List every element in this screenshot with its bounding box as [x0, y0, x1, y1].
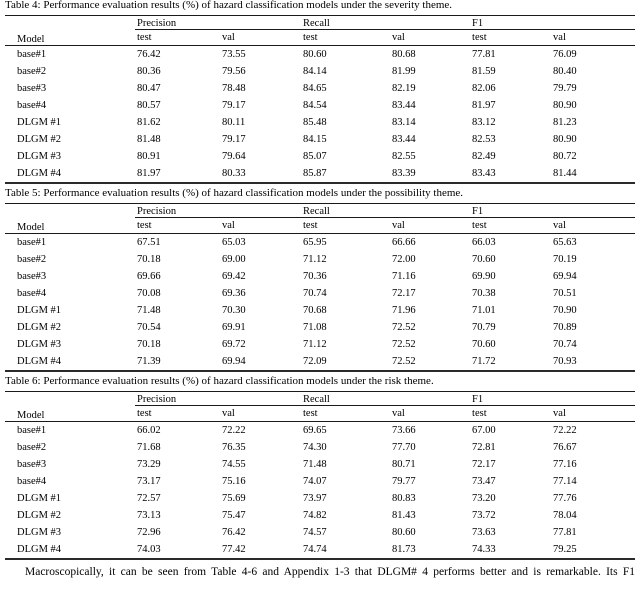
model-cell: base#4: [17, 476, 47, 487]
value-cell: 80.60: [303, 49, 327, 60]
model-cell: DLGM #4: [17, 356, 62, 367]
value-cell: 69.94: [222, 356, 246, 367]
model-cell: DLGM #3: [17, 339, 62, 350]
value-cell: 76.09: [553, 49, 577, 60]
table-row: [5, 353, 635, 371]
table-row: [5, 473, 635, 490]
value-cell: 72.09: [303, 356, 327, 367]
value-cell: 77.70: [392, 442, 416, 453]
value-cell: 84.65: [303, 83, 327, 94]
table-row: [5, 63, 635, 80]
value-cell: 71.16: [392, 271, 416, 282]
value-cell: 71.12: [303, 339, 327, 350]
value-cell: 79.64: [222, 151, 246, 162]
value-cell: 72.22: [553, 425, 577, 436]
model-cell: base#1: [17, 425, 47, 436]
value-cell: 75.16: [222, 476, 246, 487]
value-cell: 69.00: [222, 254, 246, 265]
group-header-row: [5, 392, 635, 406]
value-cell: 70.74: [553, 339, 577, 350]
col-header-val: val: [220, 30, 301, 46]
model-cell: base#2: [17, 254, 47, 265]
value-cell: 71.48: [303, 459, 327, 470]
value-cell: 83.12: [472, 117, 496, 128]
value-cell: 73.97: [303, 493, 327, 504]
value-cell: 74.07: [303, 476, 327, 487]
value-cell: 77.76: [553, 493, 577, 504]
value-cell: 71.12: [303, 254, 327, 265]
value-cell: 65.03: [222, 237, 246, 248]
value-cell: 70.54: [137, 322, 161, 333]
table-row: [5, 541, 635, 559]
value-cell: 77.14: [553, 476, 577, 487]
value-cell: 81.97: [472, 100, 496, 111]
value-cell: 72.17: [472, 459, 496, 470]
value-cell: 71.72: [472, 356, 496, 367]
value-cell: 77.81: [472, 49, 496, 60]
table-5: [5, 203, 635, 372]
model-cell: base#3: [17, 459, 47, 470]
value-cell: 69.72: [222, 339, 246, 350]
col-header-test: test: [301, 218, 390, 234]
col-header-val: val: [551, 30, 635, 46]
model-cell: base#2: [17, 442, 47, 453]
col-header-val: val: [551, 406, 635, 422]
value-cell: 72.81: [472, 442, 496, 453]
table-4-caption: Table 4: Performance evaluation results (%) of hazard classification models under the severity theme.: [5, 0, 453, 11]
value-cell: 72.57: [137, 493, 161, 504]
value-cell: 75.47: [222, 510, 246, 521]
value-cell: 82.53: [472, 134, 496, 145]
value-cell: 80.57: [137, 100, 161, 111]
value-cell: 73.13: [137, 510, 161, 521]
value-cell: 70.93: [553, 356, 577, 367]
table-6-section: [5, 375, 635, 560]
value-cell: 81.43: [392, 510, 416, 521]
value-cell: 85.07: [303, 151, 327, 162]
value-cell: 83.44: [392, 100, 416, 111]
value-cell: 71.01: [472, 305, 496, 316]
model-cell: DLGM #1: [17, 305, 62, 316]
value-cell: 79.17: [222, 134, 246, 145]
value-cell: 77.16: [553, 459, 577, 470]
model-cell: base#3: [17, 271, 47, 282]
table-row: [5, 80, 635, 97]
value-cell: 72.52: [392, 339, 416, 350]
value-cell: 80.91: [137, 151, 161, 162]
value-cell: 83.14: [392, 117, 416, 128]
table-row: [5, 319, 635, 336]
value-cell: 78.04: [553, 510, 577, 521]
value-cell: 75.69: [222, 493, 246, 504]
col-header-test: test: [301, 30, 390, 46]
model-cell: DLGM #1: [17, 493, 62, 504]
value-cell: 73.72: [472, 510, 496, 521]
value-cell: 70.60: [472, 339, 496, 350]
col-header-test: test: [135, 406, 220, 422]
model-cell: DLGM #2: [17, 322, 62, 333]
value-cell: 80.40: [553, 66, 577, 77]
value-cell: 84.15: [303, 134, 327, 145]
table-row: [5, 148, 635, 165]
value-cell: 81.23: [553, 117, 577, 128]
value-cell: 83.39: [392, 168, 416, 179]
col-group-f1: F1: [470, 204, 635, 218]
table-row: [5, 439, 635, 456]
value-cell: 70.18: [137, 339, 161, 350]
model-cell: base#1: [17, 237, 47, 248]
value-cell: 66.03: [472, 237, 496, 248]
col-group-recall: Recall: [301, 16, 470, 30]
table-row: [5, 251, 635, 268]
value-cell: 82.19: [392, 83, 416, 94]
value-cell: 69.65: [303, 425, 327, 436]
value-cell: 73.20: [472, 493, 496, 504]
table-6-caption: Table 6: Performance evaluation results (%) of hazard classification models under the risk theme.: [5, 375, 434, 387]
value-cell: 70.38: [472, 288, 496, 299]
value-cell: 74.57: [303, 527, 327, 538]
value-cell: 76.42: [222, 527, 246, 538]
model-cell: base#4: [17, 100, 47, 111]
model-cell: base#4: [17, 288, 47, 299]
value-cell: 79.25: [553, 544, 577, 555]
value-cell: 70.74: [303, 288, 327, 299]
table-row: [5, 507, 635, 524]
col-header-test: test: [135, 218, 220, 234]
value-cell: 85.87: [303, 168, 327, 179]
model-cell: DLGM #1: [17, 117, 62, 128]
table-4-section: [5, 0, 635, 184]
value-cell: 80.60: [392, 527, 416, 538]
table-row: [5, 285, 635, 302]
table-row: [5, 490, 635, 507]
value-cell: 70.08: [137, 288, 161, 299]
value-cell: 81.73: [392, 544, 416, 555]
model-cell: base#2: [17, 66, 47, 77]
value-cell: 72.52: [392, 356, 416, 367]
value-cell: 73.47: [472, 476, 496, 487]
table-6: [5, 391, 635, 560]
value-cell: 74.30: [303, 442, 327, 453]
value-cell: 81.44: [553, 168, 577, 179]
value-cell: 74.03: [137, 544, 161, 555]
value-cell: 71.48: [137, 305, 161, 316]
value-cell: 79.17: [222, 100, 246, 111]
value-cell: 70.51: [553, 288, 577, 299]
col-group-precision: Precision: [135, 16, 301, 30]
col-header-model: Model: [5, 204, 135, 234]
table-row: [5, 114, 635, 131]
value-cell: 80.72: [553, 151, 577, 162]
value-cell: 82.55: [392, 151, 416, 162]
value-cell: 67.00: [472, 425, 496, 436]
value-cell: 77.81: [553, 527, 577, 538]
value-cell: 67.51: [137, 237, 161, 248]
col-header-model: Model: [5, 16, 135, 46]
value-cell: 80.36: [137, 66, 161, 77]
model-cell: base#3: [17, 83, 47, 94]
col-header-test: test: [135, 30, 220, 46]
col-header-test: test: [470, 406, 551, 422]
value-cell: 80.83: [392, 493, 416, 504]
value-cell: 83.44: [392, 134, 416, 145]
value-cell: 72.00: [392, 254, 416, 265]
table-4: [5, 15, 635, 184]
value-cell: 80.90: [553, 134, 577, 145]
value-cell: 66.66: [392, 237, 416, 248]
value-cell: 82.49: [472, 151, 496, 162]
model-cell: DLGM #2: [17, 510, 62, 521]
value-cell: 80.90: [553, 100, 577, 111]
value-cell: 84.14: [303, 66, 327, 77]
value-cell: 85.48: [303, 117, 327, 128]
value-cell: 73.29: [137, 459, 161, 470]
value-cell: 79.79: [553, 83, 577, 94]
value-cell: 78.48: [222, 83, 246, 94]
value-cell: 70.68: [303, 305, 327, 316]
table-row: [5, 456, 635, 473]
table-row: [5, 422, 635, 440]
table-row: [5, 524, 635, 541]
value-cell: 70.60: [472, 254, 496, 265]
col-header-val: val: [551, 218, 635, 234]
value-cell: 70.79: [472, 322, 496, 333]
col-group-f1: F1: [470, 392, 635, 406]
group-header-row: [5, 16, 635, 30]
table-5-caption: Table 5: Performance evaluation results (%) of hazard classification models under the possibility theme.: [5, 187, 464, 199]
col-header-test: test: [301, 406, 390, 422]
col-group-precision: Precision: [135, 204, 301, 218]
value-cell: 69.42: [222, 271, 246, 282]
value-cell: 80.11: [222, 117, 246, 128]
value-cell: 70.36: [303, 271, 327, 282]
col-header-test: test: [470, 30, 551, 46]
col-header-val: val: [390, 218, 470, 234]
model-cell: DLGM #3: [17, 151, 62, 162]
model-cell: DLGM #4: [17, 168, 62, 179]
value-cell: 70.90: [553, 305, 577, 316]
value-cell: 70.89: [553, 322, 577, 333]
table-5-section: [5, 187, 635, 372]
col-header-val: val: [220, 218, 301, 234]
value-cell: 65.95: [303, 237, 327, 248]
value-cell: 80.33: [222, 168, 246, 179]
value-cell: 77.42: [222, 544, 246, 555]
value-cell: 69.66: [137, 271, 161, 282]
table-row: [5, 268, 635, 285]
value-cell: 66.02: [137, 425, 161, 436]
value-cell: 74.55: [222, 459, 246, 470]
value-cell: 76.35: [222, 442, 246, 453]
value-cell: 72.22: [222, 425, 246, 436]
value-cell: 72.17: [392, 288, 416, 299]
value-cell: 81.62: [137, 117, 161, 128]
value-cell: 73.63: [472, 527, 496, 538]
table-row: [5, 165, 635, 183]
value-cell: 84.54: [303, 100, 327, 111]
col-header-val: val: [220, 406, 301, 422]
value-cell: 74.33: [472, 544, 496, 555]
value-cell: 81.48: [137, 134, 161, 145]
group-header-row: [5, 204, 635, 218]
value-cell: 72.52: [392, 322, 416, 333]
value-cell: 76.67: [553, 442, 577, 453]
value-cell: 73.17: [137, 476, 161, 487]
col-header-val: val: [390, 406, 470, 422]
table-row: [5, 46, 635, 64]
value-cell: 80.47: [137, 83, 161, 94]
col-group-precision: Precision: [135, 392, 301, 406]
value-cell: 79.77: [392, 476, 416, 487]
value-cell: 69.90: [472, 271, 496, 282]
table-row: [5, 234, 635, 252]
value-cell: 80.71: [392, 459, 416, 470]
value-cell: 65.63: [553, 237, 577, 248]
model-cell: DLGM #2: [17, 134, 62, 145]
value-cell: 82.06: [472, 83, 496, 94]
model-cell: DLGM #3: [17, 527, 62, 538]
body-paragraph: Macroscopically, it can be seen from Table 4-6 and Appendix 1-3 that DLGM# 4 performs better and is remarkable. Its F1: [25, 566, 635, 578]
value-cell: 73.66: [392, 425, 416, 436]
value-cell: 71.68: [137, 442, 161, 453]
value-cell: 71.39: [137, 356, 161, 367]
value-cell: 81.59: [472, 66, 496, 77]
value-cell: 70.18: [137, 254, 161, 265]
table-row: [5, 97, 635, 114]
value-cell: 70.19: [553, 254, 577, 265]
col-group-recall: Recall: [301, 204, 470, 218]
value-cell: 76.42: [137, 49, 161, 60]
table-row: [5, 302, 635, 319]
col-header-model: Model: [5, 392, 135, 422]
col-header-test: test: [470, 218, 551, 234]
value-cell: 72.96: [137, 527, 161, 538]
value-cell: 73.55: [222, 49, 246, 60]
value-cell: 71.08: [303, 322, 327, 333]
model-cell: base#1: [17, 49, 47, 60]
value-cell: 80.68: [392, 49, 416, 60]
col-header-val: val: [390, 30, 470, 46]
value-cell: 81.97: [137, 168, 161, 179]
value-cell: 74.74: [303, 544, 327, 555]
value-cell: 69.91: [222, 322, 246, 333]
model-cell: DLGM #4: [17, 544, 62, 555]
value-cell: 69.94: [553, 271, 577, 282]
table-row: [5, 336, 635, 353]
value-cell: 74.82: [303, 510, 327, 521]
value-cell: 69.36: [222, 288, 246, 299]
value-cell: 81.99: [392, 66, 416, 77]
col-group-f1: F1: [470, 16, 635, 30]
table-row: [5, 131, 635, 148]
value-cell: 71.96: [392, 305, 416, 316]
value-cell: 83.43: [472, 168, 496, 179]
col-group-recall: Recall: [301, 392, 470, 406]
value-cell: 70.30: [222, 305, 246, 316]
value-cell: 79.56: [222, 66, 246, 77]
